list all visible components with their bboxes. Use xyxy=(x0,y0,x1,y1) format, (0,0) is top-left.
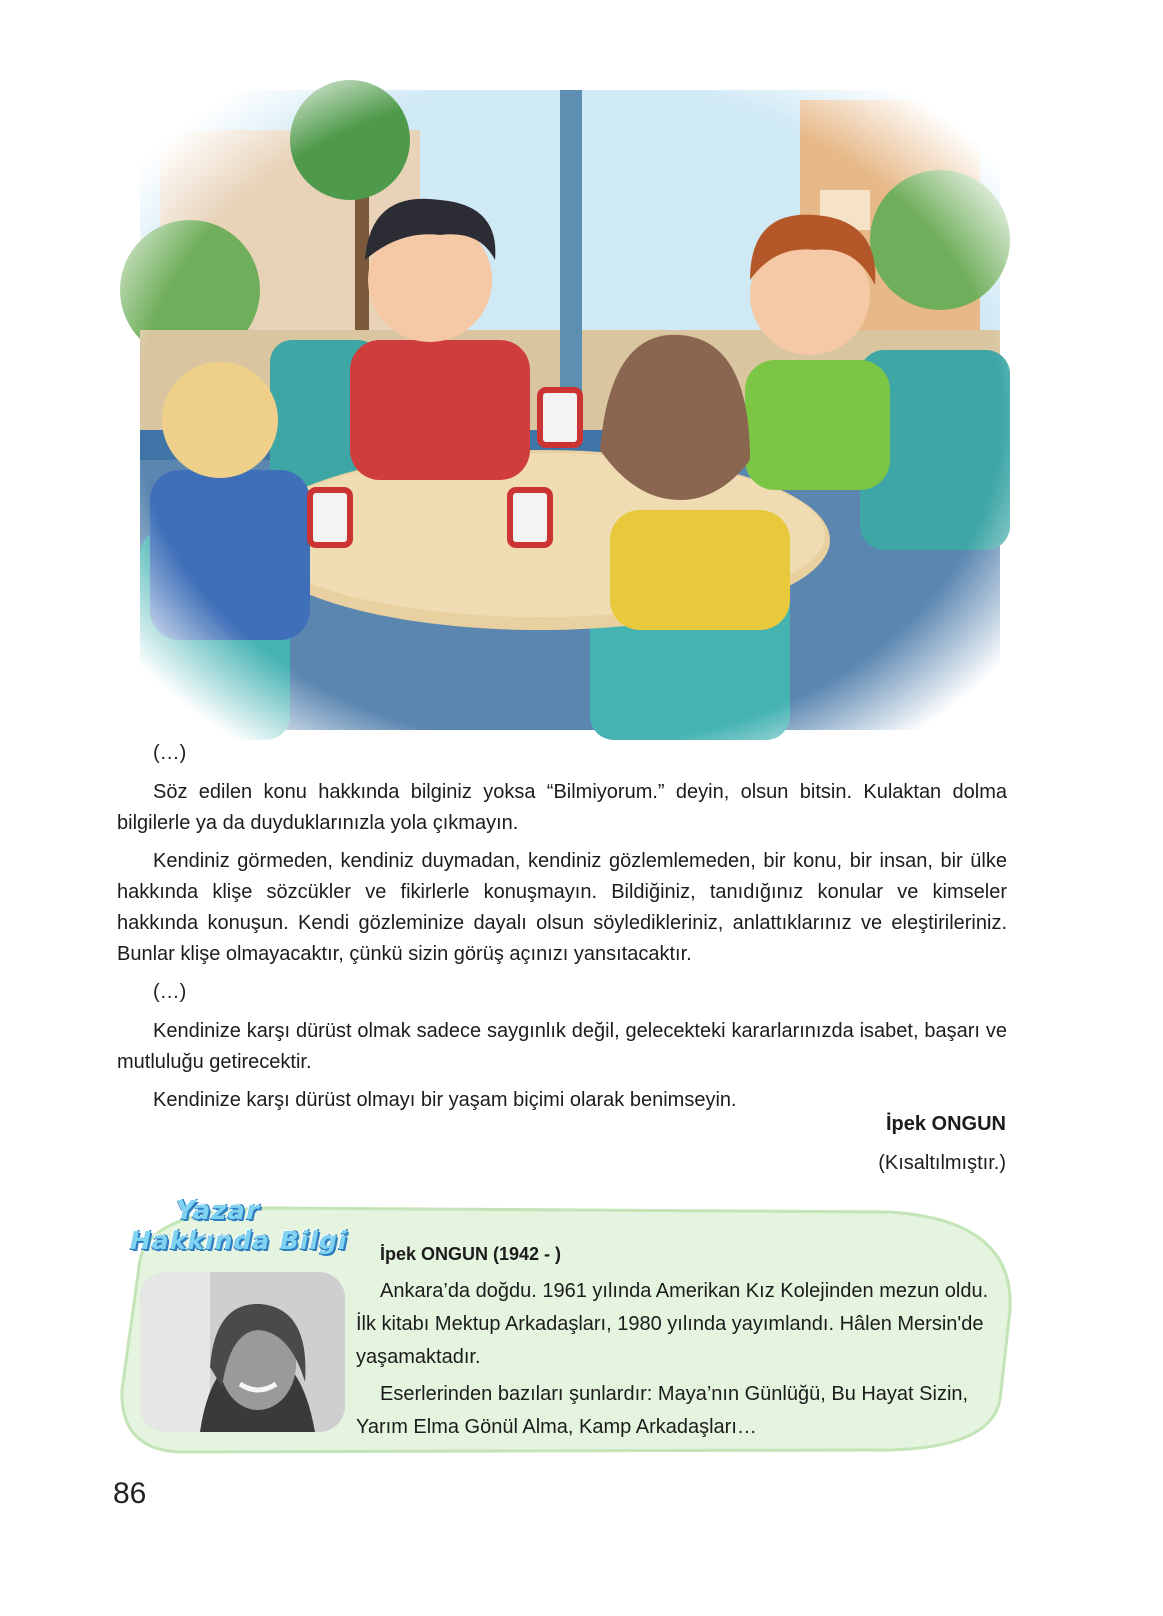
illustration-svg xyxy=(120,70,1020,760)
author-info-text xyxy=(356,1238,996,1448)
paragraph-2: Kendiniz görmeden, kendiniz duymadan, kendiniz gözlemlemeden, bir konu, bir insan, bir ülke hakkında klişe sözcükler ve fikirlerle konuşmayın. Bildiğiniz, tanıdığınız konular ve kimseler hakkında konuşun. Kendi gözleminize dayalı olsun söyledikleriniz, anlattıklarınız ve eleştirileriniz. Bunlar klişe olmayacaktır, çünkü sizin görüş açınızı yansıtacaktır. xyxy=(117,850,1007,965)
info-paragraph-2: Eserlerinden bazıları şunlardır: Maya’nın Günlüğü, Bu Hayat Sizin, Yarım Elma Gönül Alma, Kamp Arkadaşları… xyxy=(356,1383,969,1438)
ellipsis-2: (…) xyxy=(153,981,187,1003)
info-paragraph-1: Ankara’da doğdu. 1961 yılında Amerikan Kız Kolejinden mezun oldu. İlk kitabı Mektup Arkadaşları, 1980 yılında yayımlandı. Hâlen Mersin'de yaşamaktadır. xyxy=(356,1280,989,1368)
paragraph-3: Kendinize karşı dürüst olmak sadece saygınlık değil, gelecekteki kararlarınızda isabet, başarı ve mutluluğu getirecektir. xyxy=(117,1020,1007,1073)
ellipsis-1: (…) xyxy=(153,742,187,764)
portrait-icon xyxy=(140,1272,345,1432)
shortened-note: (Kısaltılmıştır.) xyxy=(878,1152,1006,1174)
author-name: İpek ONGUN xyxy=(885,1113,1006,1135)
article-body xyxy=(117,738,1007,1123)
author-info-badge xyxy=(124,1194,364,1274)
paragraph-4: Kendinize karşı dürüst olmayı bir yaşam biçimi olarak benimseyin. xyxy=(153,1089,737,1111)
children-table-illustration xyxy=(120,70,1020,760)
badge-line-1: Yazar xyxy=(176,1196,260,1226)
badge-line-2: Hakkında Bilgi xyxy=(130,1226,348,1255)
info-author-name: İpek ONGUN (1942 - ) xyxy=(380,1244,562,1264)
paragraph-1: Söz edilen konu hakkında bilginiz yoksa “Bilmiyorum.” deyin, olsun bitsin. Kulaktan dolma bilgilerle ya da duyduklarınızla yola çıkmayın. xyxy=(117,781,1007,834)
author-photo xyxy=(140,1272,345,1432)
author-info-box xyxy=(110,1190,1025,1455)
page-number: 86 xyxy=(113,1477,147,1510)
